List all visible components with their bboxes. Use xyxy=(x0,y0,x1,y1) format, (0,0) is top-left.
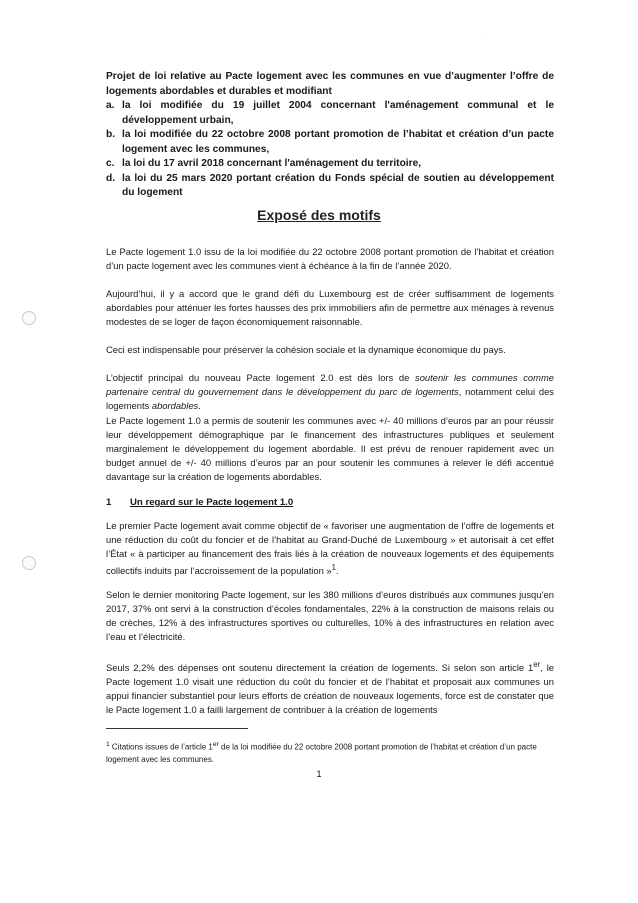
p8-superscript: er xyxy=(533,660,541,669)
p4-emphasis-2: abordables xyxy=(151,399,199,411)
bill-title xyxy=(106,70,554,201)
item-letter: d. xyxy=(106,172,116,184)
footnote-text-a: Citations issues de l’article 1 xyxy=(109,742,213,752)
paragraph-2: Aujourd’hui, il y a accord que le grand défi du Luxembourg est de créer suffisamment de logements abordables pour atténuer les fortes hausses des prix immobiliers afin de permettre aux ménages à revenus modestes de se loger de façon économiquement raisonnable. xyxy=(106,288,554,327)
footnote-superscript: er xyxy=(212,741,219,748)
paragraph-7: Selon le dernier monitoring Pacte logement, sur les 380 millions d’euros distribués aux communes jusqu’en 2017, 37% ont servi à la construction d’écoles fondamentales, 22% à la construction de maisons relais ou de crèches, 12% à des infrastructures sportives ou culturelles, 10% à des infrastructures en relation avec l’eau et l’électricité. xyxy=(106,589,554,642)
footnote-marker: 1 xyxy=(106,741,110,748)
paragraph-8 xyxy=(106,658,554,717)
section-heading: Exposé des motifs xyxy=(257,207,381,223)
amended-law-item xyxy=(106,128,554,157)
p4-emphasis-1: soutenir les communes comme partenaire central du gouvernement dans le développement du parc de logements xyxy=(106,372,554,397)
p8-text-a: Seuls 2,2% des dépenses ont soutenu directement la création de logements. Si selon son article 1 xyxy=(106,662,534,674)
item-text: la loi du 25 mars 2020 portant création du Fonds spécial de soutien au développement du logement xyxy=(122,172,554,198)
punch-hole-top xyxy=(22,311,36,325)
footnote xyxy=(106,739,554,767)
subsection-number: 1 xyxy=(106,497,112,508)
amended-law-item xyxy=(106,157,554,172)
p4-text-a: L’objectif principal du nouveau Pacte logement 2.0 est dès lors de xyxy=(106,372,416,383)
page-number: 1 xyxy=(316,769,322,780)
bill-title-intro: Projet de loi relative au Pacte logement avec les communes en vue d’augmenter l’offre de logements abordables et durables et modifiant xyxy=(106,71,554,97)
footnote-separator xyxy=(106,728,248,729)
item-text: la loi modifiée du 19 juillet 2004 concernant l'aménagement communal et le développement urbain, xyxy=(122,100,554,126)
punch-hole-bottom xyxy=(22,556,36,570)
p4-text-b: , notamment celui des logements xyxy=(106,385,554,411)
footnote-text-b: de la loi modifiée du 22 octobre 2008 portant promotion de l’habitat et création d’un pacte logement avec les communes. xyxy=(106,742,537,765)
amended-law-item xyxy=(106,99,554,128)
p4-text-c: . xyxy=(198,399,201,411)
paragraph-3: Ceci est indispensable pour préserver la cohésion sociale et la dynamique économique du pays. xyxy=(106,344,506,355)
p6-end: . xyxy=(336,564,339,576)
paragraph-1: Le Pacte logement 1.0 issu de la loi modifiée du 22 octobre 2008 portant promotion de l’habitat et création d’un pacte logement avec les communes vient à échéance à la fin de l’année 2020. xyxy=(106,246,554,271)
scan-mark: · xyxy=(481,32,484,39)
p8-text-b: , le Pacte logement 1.0 visait une réduction du coût du foncier et de l’habitat et proposait aux communes un appui financier substantiel pour leurs efforts de création de nouveaux logements, force est de constater que le Pacte logement 1.0 a failli largement de contribuer à la création de logements xyxy=(106,662,555,715)
footnote-reference: 1 xyxy=(331,562,337,572)
amended-law-item xyxy=(106,172,554,201)
amended-laws-list xyxy=(106,99,554,201)
item-text: la loi du 17 avril 2018 concernant l'aménagement du territoire, xyxy=(122,158,422,169)
p6-text: Le premier Pacte logement avait comme objectif de « favoriser une augmentation de l’offre de logements et une réduction du coût du foncier et de l’habitat au Grand-Duché de Luxembourg » et autorisait à cet effet l’État « à participer au financement des frais liés à la création de nouveaux logements et des équipements collectifs induits par l’accroissement de la population » xyxy=(106,520,554,576)
paragraph-5: Le Pacte logement 1.0 a permis de soutenir les communes avec +/- 40 millions d’euros par an pour réussir leur développement démographique par le financement des infrastructures publiques et seulement marginalement le développement du logement abordable. Il est prévu de renouer rapidement avec un budget annuel de +/- 40 millions d’euros par an pour soutenir les communes à relever le défi accentué davantage sur la création de logements abordables. xyxy=(106,415,554,482)
item-text: la loi modifiée du 22 octobre 2008 portant promotion de l’habitat et création d’un pacte logement avec les communes, xyxy=(122,129,554,155)
item-letter: c. xyxy=(106,158,115,169)
subsection-title: Un regard sur le Pacte logement 1.0 xyxy=(130,497,294,508)
paragraph-6 xyxy=(106,519,554,578)
paragraph-4 xyxy=(106,371,554,413)
item-letter: b. xyxy=(106,129,116,140)
item-letter: a. xyxy=(106,100,115,111)
subsection-heading xyxy=(106,497,293,508)
